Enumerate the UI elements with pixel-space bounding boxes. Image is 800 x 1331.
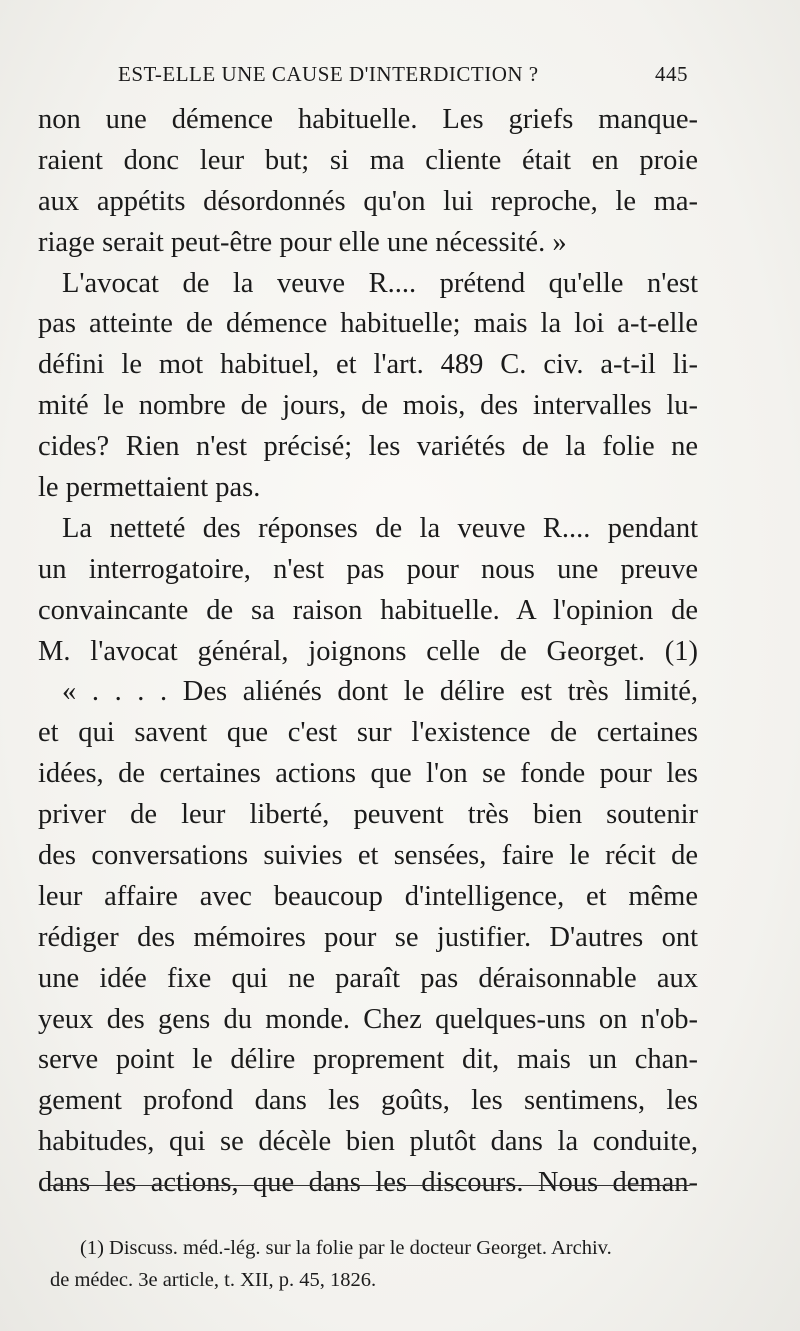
text-line: idées, de certaines actions que l'on se fonde pour les	[38, 758, 698, 790]
text-line: riage serait peut-être pour elle une nécessité. »	[38, 226, 567, 258]
text-line: mité le nombre de jours, de mois, des intervalles lu-	[38, 390, 698, 422]
footnote-line: de médec. 3e article, t. XII, p. 45, 1826.	[50, 1269, 377, 1291]
text-line: des conversations suivies et sensées, faire le récit de	[38, 840, 698, 872]
text-line: serve point le délire proprement dit, mais un chan-	[38, 1044, 698, 1076]
text-line: habitudes, qui se décèle bien plutôt dans la conduite,	[38, 1126, 698, 1158]
text-line: M. l'avocat général, joignons celle de Georget. (1)	[38, 635, 698, 667]
text-line: aux appétits désordonnés qu'on lui reproche, le ma-	[38, 185, 698, 217]
text-line: gement profond dans les goûts, les sentimens, les	[38, 1085, 698, 1117]
body-text	[38, 100, 698, 1204]
text-line: priver de leur liberté, peuvent très bien soutenir	[38, 799, 698, 831]
text-line: le permettaient pas.	[38, 472, 261, 504]
footnote-rule	[50, 1185, 690, 1186]
text-line: un interrogatoire, n'est pas pour nous une preuve	[38, 553, 698, 585]
text-line: dans les actions, que dans les discours. Nous deman-	[38, 1167, 698, 1199]
text-line: une idée fixe qui ne paraît pas déraisonnable aux	[38, 962, 698, 994]
text-line: cides? Rien n'est précisé; les variétés de la folie ne	[38, 431, 698, 463]
text-line: convaincante de sa raison habituelle. A l'opinion de	[38, 594, 698, 626]
page-number: 445	[655, 62, 688, 86]
text-line: La netteté des réponses de la veuve R.... pendant	[62, 512, 698, 544]
text-line: défini le mot habituel, et l'art. 489 C. civ. a-t-il li-	[38, 349, 698, 381]
text-line: et qui savent que c'est sur l'existence de certaines	[38, 717, 698, 749]
running-head	[118, 62, 688, 92]
text-line: non une démence habituelle. Les griefs manque-	[38, 104, 698, 135]
text-line: rédiger des mémoires pour se justifier. D'autres ont	[38, 921, 698, 953]
text-line: « . . . . Des aliénés dont le délire est très limité,	[62, 676, 698, 708]
text-line: leur affaire avec beaucoup d'intelligence, et même	[38, 880, 698, 912]
footnote	[50, 1232, 710, 1296]
text-line: L'avocat de la veuve R.... prétend qu'elle n'est	[62, 267, 698, 299]
chapter-title: EST-ELLE UNE CAUSE D'INTERDICTION ?	[118, 62, 539, 86]
text-line: yeux des gens du monde. Chez quelques-uns on n'ob-	[38, 1003, 698, 1035]
text-line: pas atteinte de démence habituelle; mais la loi a-t-elle	[38, 308, 698, 340]
text-line: raient donc leur but; si ma cliente était en proie	[38, 144, 698, 176]
footnote-line: (1) Discuss. méd.-lég. sur la folie par le docteur Georget. Archiv.	[80, 1237, 612, 1259]
